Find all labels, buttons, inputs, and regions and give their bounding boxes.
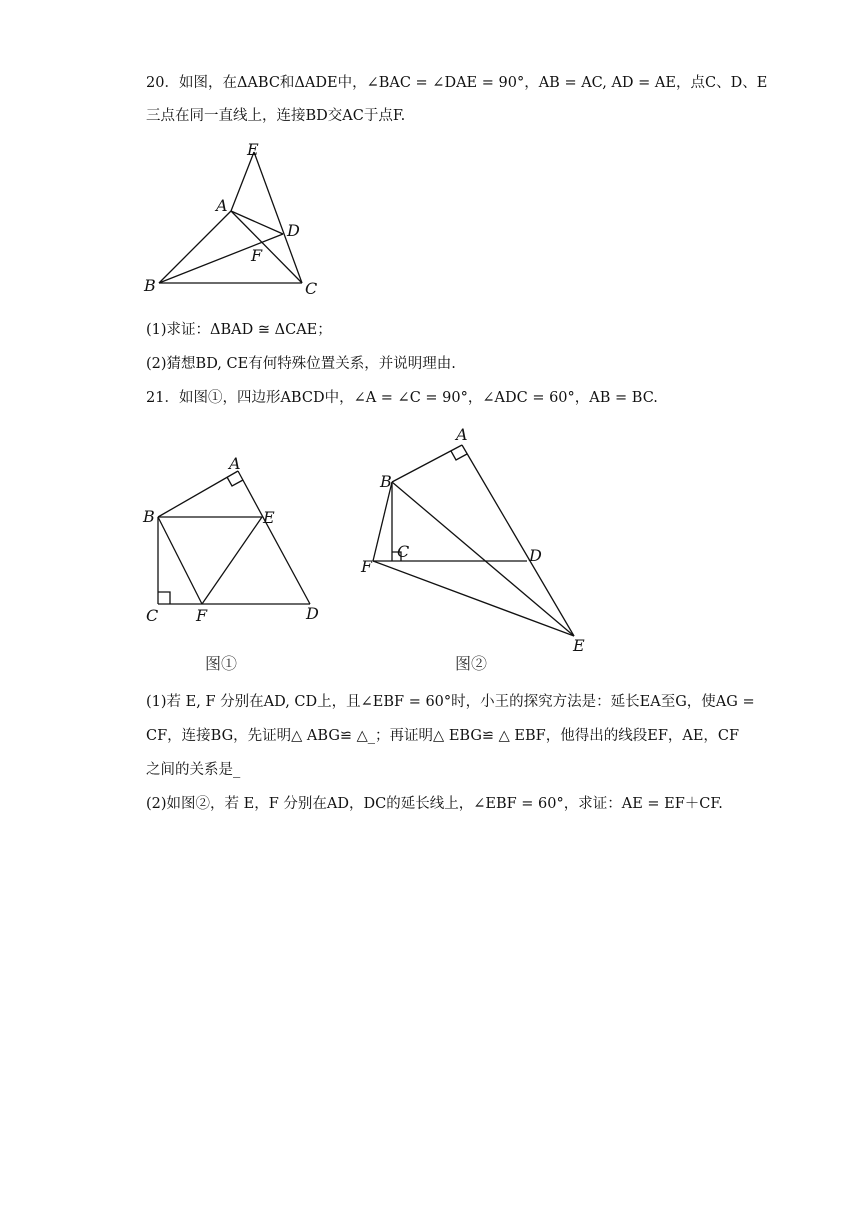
segment-BE: [392, 482, 574, 636]
segment-BA: [392, 445, 462, 482]
label-F: F: [251, 246, 263, 265]
label-E: E: [247, 140, 259, 159]
label-F: F: [361, 557, 373, 576]
label-B: B: [143, 507, 155, 526]
segment-AE: [231, 152, 254, 211]
label-B: B: [380, 472, 392, 491]
segment-BF: [373, 482, 392, 561]
label-A: A: [456, 425, 468, 444]
right-angle-mark-A: [451, 451, 467, 460]
q21-line1: 21．如图①，四边形ABCD中，∠A = ∠C = 90°，∠ADC = 60°，AB = BC.: [146, 390, 658, 406]
segment-AD: [231, 211, 283, 234]
label-F: F: [196, 606, 208, 625]
q21-part2: (2)如图②，若 E，F 分别在AD，DC的延长线上，∠EBF = 60°，求证：AE = EF＋CF.: [146, 796, 723, 812]
label-B: B: [144, 276, 156, 295]
right-angle-mark-A: [227, 477, 243, 486]
q21-part1-line2: CF，连接BG，先证明△ ABG≌ △_；再证明△ EBG≌ △ EBF，他得出的线段EF，AE，CF: [146, 728, 740, 744]
label-D: D: [529, 546, 542, 565]
label-D: D: [287, 221, 300, 240]
label-D: D: [306, 604, 319, 623]
q21-figure-1: [135, 445, 335, 675]
label-C: C: [146, 606, 159, 625]
q20-line2: 三点在同一直线上，连接BD交AC于点F.: [146, 108, 406, 124]
segment-AE: [462, 445, 574, 636]
segment-FE: [373, 561, 574, 636]
q20-line1: 20．如图，在ΔABC和ΔADE中，∠BAC = ∠DAE = 90°，AB = AC, AD = AE，点C、D、E: [146, 75, 768, 91]
segment-BA: [158, 471, 238, 517]
q20-part1: (1)求证：ΔBAD ≅ ΔCAE；: [146, 322, 332, 338]
label-A: A: [229, 454, 241, 473]
right-angle-mark-C: [158, 592, 170, 604]
segment-BD: [159, 234, 283, 283]
segment-AD: [238, 471, 310, 604]
caption-figure-2: 图②: [455, 654, 488, 673]
q21-part1-line1: (1)若 E, F 分别在AD, CD上，且∠EBF = 60°时，小王的探究方法是：延长EA至G，使AG =: [146, 694, 755, 710]
segment-AB: [159, 211, 231, 283]
label-C: C: [397, 542, 410, 561]
segment-BF: [158, 517, 202, 604]
q20-part2: (2)猜想BD, CE有何特殊位置关系，并说明理由.: [146, 356, 456, 372]
segment-EF: [202, 517, 262, 604]
label-A: A: [216, 196, 228, 215]
q20-figure: [130, 135, 340, 305]
label-C: C: [305, 279, 318, 298]
label-E: E: [263, 508, 275, 527]
q21-part1-line3: 之间的关系是_: [146, 762, 241, 778]
caption-figure-1: 图①: [205, 654, 238, 673]
q21-figure-2: [355, 420, 605, 675]
label-E: E: [573, 636, 585, 655]
